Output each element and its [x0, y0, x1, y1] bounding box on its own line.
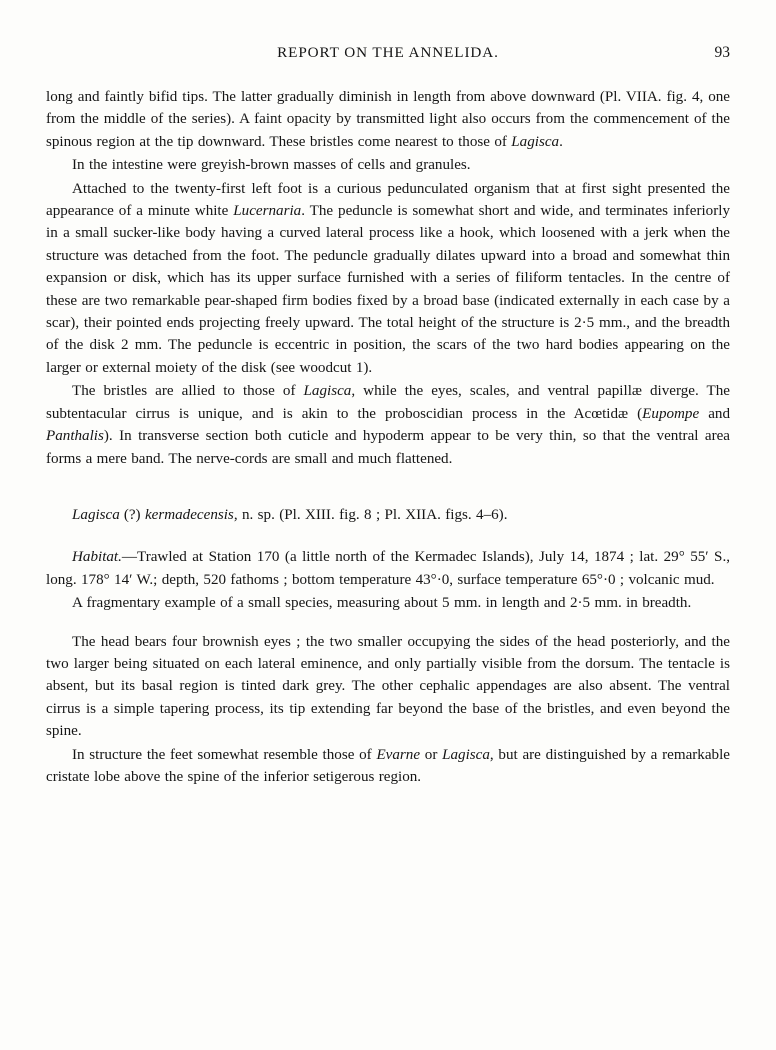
paragraph-1: long and faintly bifid tips. The latter gradually diminish in length from above downward (Pl. VIIA. fig. 4, one from the middle of the series). A faint opacity by transmitted light also occurs from the commencement of the spinous region at the tip downward. These bristles come nearest to those of Lagisca. — [46, 89, 730, 150]
paragraph-7: In structure the feet somewhat resemble those of Evarne or Lagisca, but are distinguished by a remarkable cristate lobe above the spine of the inferior setigerous region. — [46, 746, 730, 785]
species-epithet: kermadecensis — [144, 506, 234, 523]
species-qualifier: (?) — [123, 506, 141, 523]
page-header — [0, 44, 776, 68]
habitat-dash: — — [121, 549, 137, 566]
habitat-paragraph — [46, 546, 730, 591]
paragraph-2: In the intestine were greyish-brown masses of cells and granules. — [72, 157, 471, 174]
page-number: 93 — [714, 44, 730, 61]
paragraph-3: Attached to the twenty-first left foot is a curious pedunculated organism that at first sight presented the appearance of a minute white Lucernaria. The peduncle is somewhat short and wide, and terminates inferiorly in a small sucker-like body having a curved lateral process like a hook, which loosened with a jerk when the structure was detached from the foot. The peduncle gradually dilates upward into a broad and somewhat thin expansion or disk, which has its upper surface furnished with a series of filiform tentacles. In the centre of these are two remarkable pear-shaped firm bodies fixed by a broad base (indicated externally in each case by a scar), their pointed ends projecting freely upward. The total height of the structure is 2·5 mm., and the breadth of the disk 2 mm. The peduncle is eccentric in position, the scars of the two hard bodies appearing on the larger or external moiety of the disk (see woodcut 1). — [46, 180, 730, 376]
species-genus: Lagisca — [72, 506, 120, 523]
text-column — [46, 86, 730, 788]
paragraph-spacer — [46, 615, 730, 631]
running-title: REPORT ON THE ANNELIDA. — [277, 44, 499, 61]
paragraph-4: The bristles are allied to those of Lagisca, while the eyes, scales, and ventral papillæ diverge. The subtentacular cirrus is unique, and is akin to the proboscidian process in the Acœtidæ (Eupompe and Panthalis). In transverse section both cuticle and hypoderm appear to be very thin, so that the ventral area forms a mere band. The nerve-cords are small and much flattened. — [46, 383, 731, 467]
habitat-label: Habitat. — [72, 549, 122, 566]
species-heading — [46, 504, 730, 526]
species-status: , n. sp. (Pl. XIII. fig. 8 ; Pl. XIIA. figs. 4–6). — [233, 506, 508, 523]
paragraph-6: The head bears four brownish eyes ; the two smaller occupying the sides of the head posteriorly, and the two larger being situated on each lateral eminence, and only partially visible from the dorsum. The tentacle is absent, but its basal region is tinted dark grey. The other cephalic appendages are also absent. The ventral cirrus is a simple tapering process, its tip extending far beyond the base of the bristles, and even beyond the spine. — [46, 633, 730, 740]
paragraph-5: A fragmentary example of a small species, measuring about 5 mm. in length and 2·5 mm. in breadth. — [72, 595, 692, 612]
habitat-text: Trawled at Station 170 (a little north of the Kermadec Islands), July 14, 1874 ; lat. 29° 55′ S., long. 178° 14′ W.; depth, 520 fathoms ; bottom temperature 43°·0, surface temperature 65°·0 ; volcanic mud. — [46, 549, 730, 588]
